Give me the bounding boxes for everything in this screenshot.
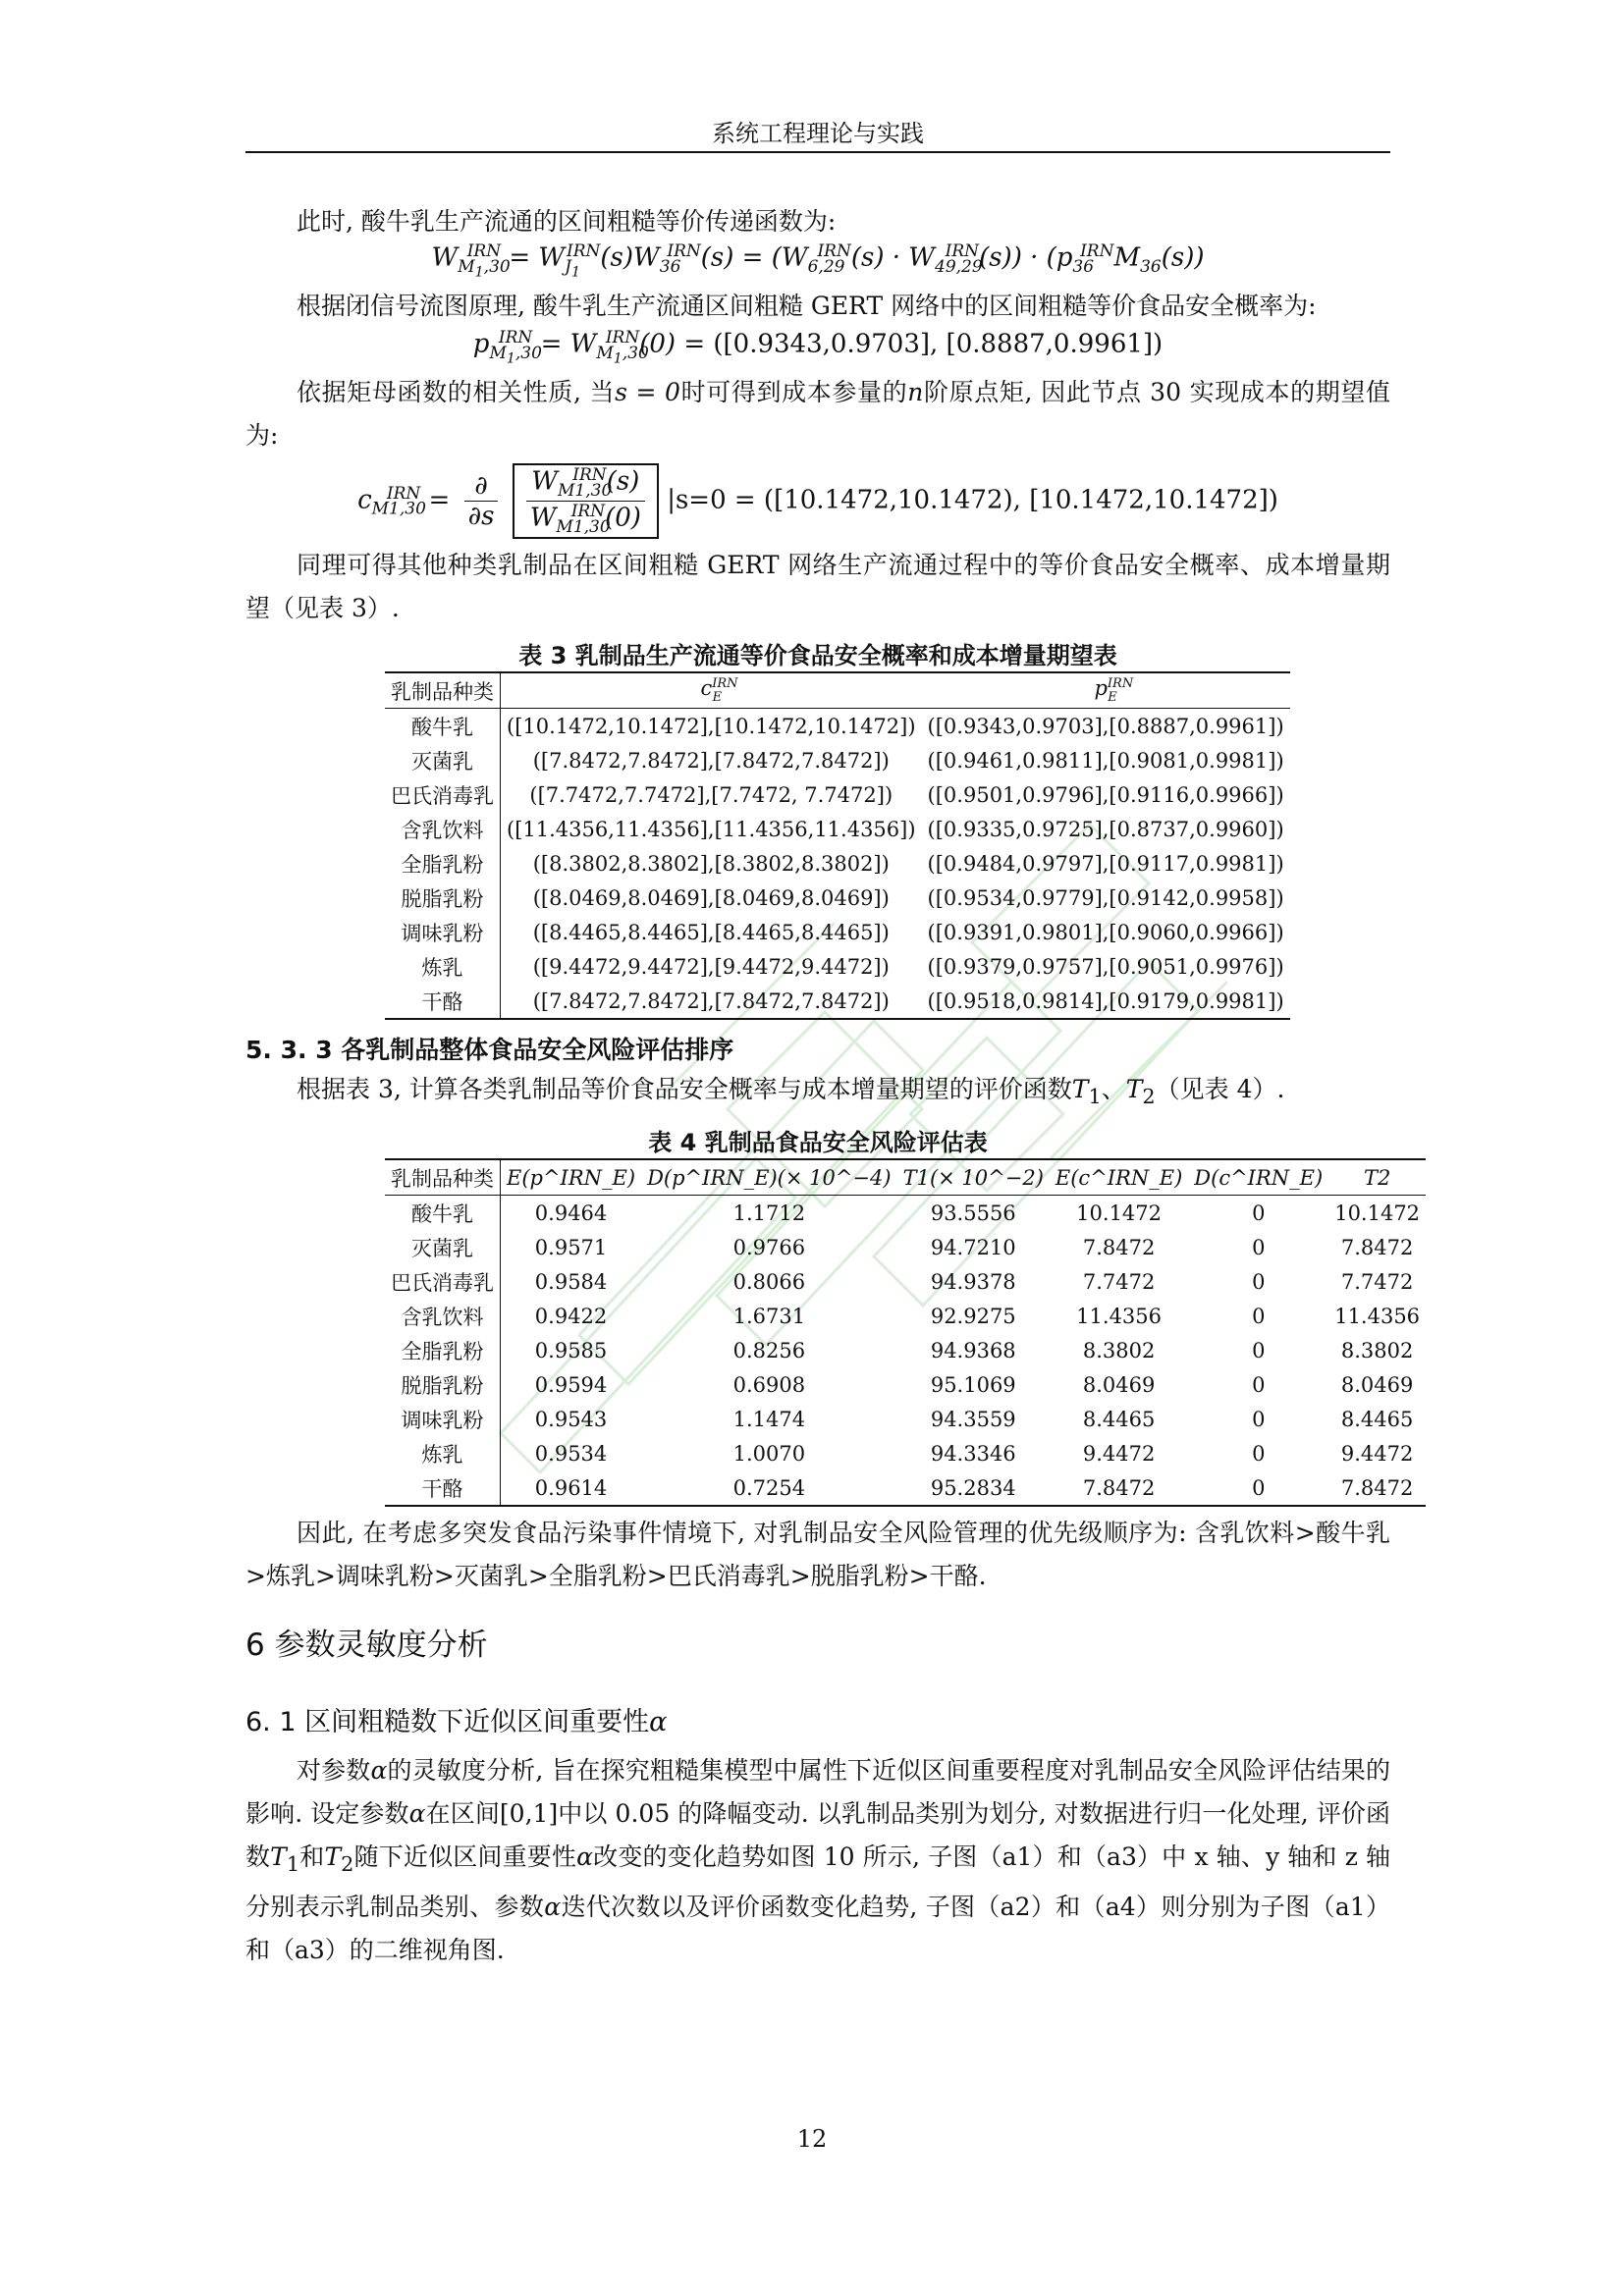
table4-cell: 95.1069	[930, 1372, 1016, 1397]
table4-cell: 调味乳粉	[385, 1402, 501, 1436]
paragraph-evaluation: 根据表 3, 计算各类乳制品等价食品安全概率与成本增量期望的评价函数$T_1$、$T_2$（见表 4）.	[297, 1075, 1285, 1108]
table4-cell: 8.0469	[1340, 1372, 1414, 1397]
table4-cell: 0	[1252, 1235, 1266, 1259]
table3-row	[385, 949, 1290, 984]
table3-header-cost: $c^{IRN}_E$	[501, 672, 922, 709]
table3-cell: 调味乳粉	[385, 915, 501, 949]
table3-row	[385, 915, 1290, 949]
table4-cell: 巴氏消毒乳	[385, 1264, 501, 1299]
table3-cell: 酸牛乳	[385, 709, 501, 744]
table3-cell: ([8.3802,8.3802],[8.3802,8.3802])	[532, 851, 890, 876]
table4-cell: 0	[1252, 1372, 1266, 1397]
section-6-heading: 6 参数灵敏度分析	[245, 1628, 488, 1663]
table4-cell: 0.9543	[534, 1407, 608, 1431]
table4-row	[385, 1402, 1426, 1436]
table3-caption: 表 3 乳制品生产流通等价食品安全概率和成本增量期望表	[518, 642, 1117, 669]
paragraph-priority: 因此, 在考虑多突发食品污染事件情境下, 对乳制品安全风险管理的优先级顺序为: 含乳饮料>酸牛乳>炼乳>调味乳粉>灭菌乳>全脂乳粉>巴氏消毒乳>脱脂乳粉>干酪.	[245, 1519, 1390, 1590]
equation-probability-value: = ([0.9343,0.9703], [0.8887,0.9961])	[683, 329, 1164, 359]
table3-cell: ([0.9461,0.9811],[0.9081,0.9981])	[927, 748, 1284, 773]
table4-cell: 0	[1252, 1441, 1266, 1466]
table4-cell: 94.9368	[930, 1338, 1016, 1362]
table4-cell: 8.3802	[1340, 1338, 1414, 1362]
table3-header-prob: $p^{IRN}_E$	[922, 672, 1290, 709]
table4-header-t2: T2	[1328, 1159, 1426, 1196]
table4-cell: 7.7472	[1340, 1269, 1414, 1294]
header-rule	[245, 151, 1390, 153]
table3-cell: 巴氏消毒乳	[385, 777, 501, 812]
table3-cell: ([0.9484,0.9797],[0.9117,0.9981])	[927, 851, 1284, 876]
table4-cell: 1.1474	[732, 1407, 806, 1431]
paragraph-transfer-intro: 此时, 酸牛乳生产流通的区间粗糙等价传递函数为:	[297, 207, 837, 236]
table4-cell: 酸牛乳	[385, 1196, 501, 1231]
table4-cell: 8.4465	[1340, 1407, 1414, 1431]
table4-row	[385, 1333, 1426, 1367]
table3-cell: ([0.9391,0.9801],[0.9060,0.9966])	[927, 920, 1284, 944]
table4-cell: 0	[1252, 1269, 1266, 1294]
table4-header-t1: T1(× 10^−2)	[897, 1159, 1050, 1196]
table4-cell: 11.4356	[1334, 1304, 1421, 1328]
table4-cell: 0	[1252, 1201, 1266, 1225]
table3-cell: ([7.8472,7.8472],[7.8472,7.8472])	[532, 748, 890, 773]
table4-cell: 0.9571	[534, 1235, 608, 1259]
table3	[385, 671, 1290, 1020]
table3-cell: ([10.1472,10.1472],[10.1472,10.1472])	[507, 714, 916, 738]
table4-cell: 7.8472	[1328, 1470, 1426, 1506]
table4-cell: 0.9585	[534, 1338, 608, 1362]
table4-cell: 93.5556	[930, 1201, 1016, 1225]
table4-cell: 含乳饮料	[385, 1299, 501, 1333]
table3-cell: ([8.0469,8.0469],[8.0469,8.0469])	[532, 885, 890, 910]
table4-cell: 94.7210	[930, 1235, 1016, 1259]
equation-expected-cost-value: |s=0 = ([10.1472,10.1472), [10.1472,10.1472])	[667, 485, 1278, 515]
table3-cell: ([7.7472,7.7472],[7.7472, 7.7472])	[529, 782, 893, 807]
table4-header-var-c: D(c^IRN_E)	[1188, 1159, 1328, 1196]
section-5-3-3-heading: 5. 3. 3 各乳制品整体食品安全风险评估排序	[245, 1036, 734, 1064]
equation-expected-cost: $c_{M1,30}^{IRN}$ = $\frac{\partial}{\partial s}$ $\frac{W_{M1,30}^{IRN}(s)}{W_{M1,30}^{IRN}(0)}$ |s=0 = ([10.1472,10.1472), [10.1472,10.1472])	[357, 465, 1278, 537]
table3-cell: 干酪	[385, 984, 501, 1019]
table3-row	[385, 709, 1290, 744]
table3-cell: ([11.4356,11.4356],[11.4356,11.4356])	[507, 817, 916, 841]
table3-row	[385, 984, 1290, 1019]
table4-row	[385, 1299, 1426, 1333]
table4-header-exp-p: E(p^IRN_E)	[501, 1159, 642, 1196]
table3-cell: ([0.9501,0.9796],[0.9116,0.9966])	[927, 782, 1284, 807]
table4-cell: 9.4472	[1340, 1441, 1414, 1466]
table4-cell: 7.8472	[1050, 1470, 1188, 1506]
table4-cell: 0	[1252, 1407, 1266, 1431]
table4-cell: 10.1472	[1076, 1201, 1163, 1225]
table4-row	[385, 1230, 1426, 1264]
table4-cell: 8.4465	[1082, 1407, 1156, 1431]
table4-header-exp-c: E(c^IRN_E)	[1050, 1159, 1188, 1196]
table4-cell: 8.3802	[1082, 1338, 1156, 1362]
table4-cell: 脱脂乳粉	[385, 1367, 501, 1402]
table4-cell: 1.0070	[732, 1441, 806, 1466]
table4-cell: 94.3346	[930, 1441, 1016, 1466]
table4-cell: 94.9378	[930, 1269, 1016, 1294]
table3-cell: ([0.9518,0.9814],[0.9179,0.9981])	[922, 984, 1290, 1019]
table4-cell: 0.8066	[732, 1269, 806, 1294]
table4-header-category: 乳制品种类	[385, 1159, 501, 1196]
table3-cell: 全脂乳粉	[385, 846, 501, 881]
table4-cell: 0.8256	[732, 1338, 806, 1362]
table4-cell: 0	[1252, 1304, 1266, 1328]
table4-cell: 0.7254	[641, 1470, 897, 1506]
table4-header-row	[385, 1159, 1426, 1196]
paragraph-similar: 同理可得其他种类乳制品在区间粗糙 GERT 网络生产流通过程中的等价食品安全概率、成本增量期望（见表 3）.	[245, 551, 1390, 622]
table4-cell: 92.9275	[930, 1304, 1016, 1328]
table4-cell: 11.4356	[1076, 1304, 1163, 1328]
table3-row	[385, 881, 1290, 915]
table4	[385, 1158, 1426, 1507]
table3-cell: 脱脂乳粉	[385, 881, 501, 915]
paragraph-closed-signal: 根据闭信号流图原理, 酸牛乳生产流通区间粗糙 GERT 网络中的区间粗糙等价食品安全概率为:	[297, 292, 1317, 320]
table4-cell: 9.4472	[1082, 1441, 1156, 1466]
paragraph-sensitivity: 对参数α的灵敏度分析, 旨在探究粗糙集模型中属性下近似区间重要程度对乳制品安全风险评估结果的影响. 设定参数α在区间[0,1]中以 0.05 的降幅变动. 以乳制品类别为划分, 对数据进行归一化处理, 评价函数$T_1$和$T_2$随下近似区间重要性α改变的变化趋势如图 10 所示, 子图（a1）和（a3）中 x 轴、y 轴和 z 轴分别表示乳制品类别、参数α迭代次数以及评价函数变化趋势, 子图（a2）和（a4）则分别为子图（a1）和（a3）的二维视角图.	[245, 1756, 1390, 1964]
table3-cell: ([0.9534,0.9779],[0.9142,0.9958])	[927, 885, 1284, 910]
table4-cell: 0.9614	[501, 1470, 642, 1506]
table4-caption: 表 4 乳制品食品安全风险评估表	[648, 1129, 988, 1156]
table4-cell: 0.9594	[534, 1372, 608, 1397]
page-number: 12	[796, 2125, 828, 2153]
table3-row	[385, 743, 1290, 777]
table4-cell: 0.9766	[732, 1235, 806, 1259]
table3-cell: ([0.9343,0.9703],[0.8887,0.9961])	[927, 714, 1284, 738]
table4-cell: 0.9464	[534, 1201, 608, 1225]
table4-header-var-p: D(p^IRN_E)(× 10^−4)	[641, 1159, 897, 1196]
table4-cell: 0	[1252, 1338, 1266, 1362]
table3-cell: 灭菌乳	[385, 743, 501, 777]
table3-header-row	[385, 672, 1290, 709]
table4-cell: 94.3559	[930, 1407, 1016, 1431]
table4-cell: 95.2834	[897, 1470, 1050, 1506]
section-6-1-heading: 6. 1 区间粗糙数下近似区间重要性α	[245, 1707, 668, 1737]
table4-row	[385, 1196, 1426, 1231]
table4-cell: 0.6908	[732, 1372, 806, 1397]
table3-cell: ([8.4465,8.4465],[8.4465,8.4465])	[532, 920, 890, 944]
table3-row	[385, 777, 1290, 812]
table4-cell: 7.7472	[1082, 1269, 1156, 1294]
table3-cell: ([7.8472,7.8472],[7.8472,7.8472])	[501, 984, 922, 1019]
table4-cell: 0.9422	[534, 1304, 608, 1328]
table3-row	[385, 846, 1290, 881]
table4-cell: 全脂乳粉	[385, 1333, 501, 1367]
paragraph-moment: 依据矩母函数的相关性质, 当s = 0时可得到成本参量的n阶原点矩, 因此节点 30 实现成本的期望值为:	[245, 378, 1390, 450]
table4-row	[385, 1436, 1426, 1470]
equation-probability: $p_{M_1,30}^{IRN} = W_{M_1,30}^{IRN}(0) = ([0.9343,0.9703]$, [0.8887,0.9961])	[472, 328, 1164, 367]
table4-cell: 炼乳	[385, 1436, 501, 1470]
running-header: 系统工程理论与实践	[712, 120, 924, 147]
table3-cell: 含乳饮料	[385, 812, 501, 846]
table4-cell: 干酪	[385, 1470, 501, 1506]
equation-transfer-function: $W_{M_1,30}^{IRN} = W_{J_1}^{IRN}(s)W_{36}^{IRN}(s) = (W_{6,29}^{IRN}(s) \cdot W_{49,29}^{IRN}(s)) \cdot (p_{36}^{IRN}M_{36}(s))$	[431, 241, 1205, 281]
table3-cell: 炼乳	[385, 949, 501, 984]
table4-cell: 7.8472	[1340, 1235, 1414, 1259]
table4-cell: 0	[1188, 1470, 1328, 1506]
table3-header-category: 乳制品种类	[385, 672, 501, 709]
table3-row	[385, 812, 1290, 846]
table4-cell: 灭菌乳	[385, 1230, 501, 1264]
table4-cell: 8.0469	[1082, 1372, 1156, 1397]
table3-cell: ([0.9379,0.9757],[0.9051,0.9976])	[927, 954, 1284, 979]
table4-row	[385, 1367, 1426, 1402]
table4-cell: 1.1712	[732, 1201, 806, 1225]
table4-cell: 10.1472	[1334, 1201, 1421, 1225]
table4-cell: 0.9584	[534, 1269, 608, 1294]
table3-cell: ([0.9335,0.9725],[0.8737,0.9960])	[927, 817, 1284, 841]
table4-cell: 7.8472	[1082, 1235, 1156, 1259]
table4-cell: 0.9534	[534, 1441, 608, 1466]
table3-cell: ([9.4472,9.4472],[9.4472,9.4472])	[532, 954, 890, 979]
table4-cell: 1.6731	[732, 1304, 806, 1328]
table4-row	[385, 1264, 1426, 1299]
table4-row	[385, 1470, 1426, 1506]
